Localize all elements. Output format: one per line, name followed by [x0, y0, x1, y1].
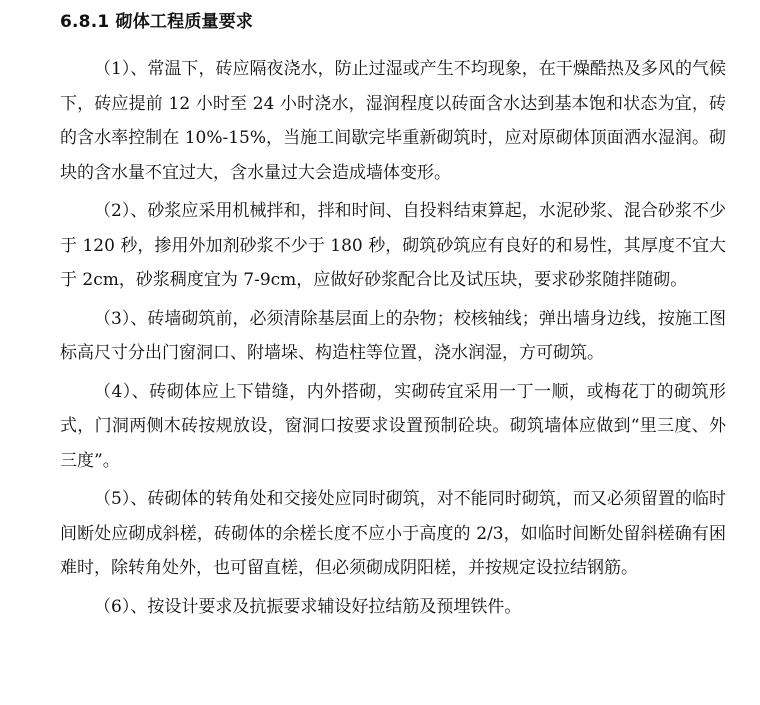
- paragraph-3: （3）、砖墙砌筑前，必须清除基层面上的杂物；校核轴线；弹出墙身边线，按施工图标高尺寸分出门窗洞口、附墙垛、构造柱等位置，浇水润湿，方可砌筑。: [60, 308, 726, 363]
- paragraph-2: （2）、砂浆应采用机械拌和，拌和时间、自投料结束算起，水泥砂浆、混合砂浆不少于 120 秒，掺用外加剂砂浆不少于 180 秒，砌筑砂筑应有良好的和易性，其厚度不宜大于 2cm，砂浆稠度宜为 7-9cm，应做好砂浆配合比及试压块，要求砂浆随拌随砌。: [60, 201, 726, 290]
- section-heading: 6.8.1 砌体工程质量要求: [60, 12, 254, 32]
- paragraph-6: （6）、按设计要求及抗振要求辅设好拉结筋及预埋铁件。: [94, 596, 522, 617]
- paragraph-4: （4）、砖砌体应上下错缝，内外搭砌，实砌砖宜采用一丁一顺，或梅花丁的砌筑形式，门洞两侧木砖按规放设，窗洞口按要求设置预制砼块。砌筑墙体应做到“里三度、外三度”。: [60, 381, 726, 471]
- paragraph-1: （1）、常温下，砖应隔夜浇水，防止过湿或产生不均现象，在干燥酷热及多风的气候下，砖应提前 12 小时至 24 小时浇水，湿润程度以砖面含水达到基本饱和状态为宜，砖的含水率控制在 10%-15%，当施工间歇完毕重新砌筑时，应对原砌体顶面洒水湿润。砌块的含水量不宜过大，含水量过大会造成墙体变形。: [60, 59, 726, 183]
- paragraph-5: （5）、砖砌体的转角处和交接处应同时砌筑，对不能同时砌筑，而又必须留置的临时间断处应砌成斜槎，砖砌体的余槎长度不应小于高度的 2/3，如临时间断处留斜槎确有困难时，除转角处外，也可留直槎，但必须砌成阴阳槎，并按规定设拉结钢筋。: [60, 489, 726, 578]
